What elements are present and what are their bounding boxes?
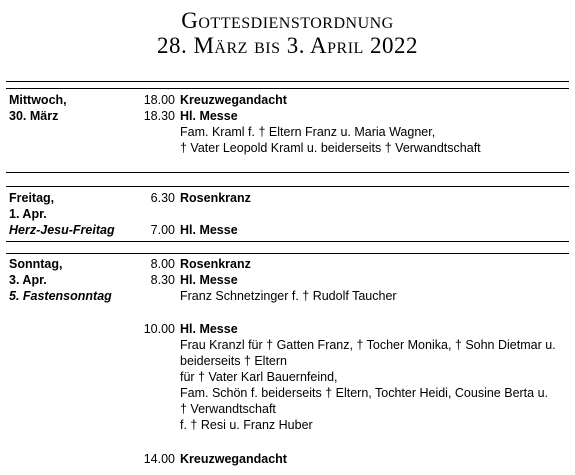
day-feast: 5. Fastensonntag: [9, 289, 112, 303]
page-title: Gottesdienstordnung: [181, 8, 394, 33]
day-block-friday: [9, 190, 115, 238]
mass-intention: Fam. Schön f. beiderseits † Eltern, Tochter Heidi, Cousine Berta u.: [180, 386, 549, 400]
day-name: Mittwoch,: [9, 93, 67, 107]
divider-wednesday-2: [6, 186, 569, 187]
day-feast: Herz-Jesu-Freitag: [9, 223, 115, 237]
service-name: Rosenkranz: [180, 257, 251, 271]
service-time: 6.30: [150, 191, 175, 205]
service-time: 7.00: [150, 223, 175, 237]
day-date: 3. Apr.: [9, 273, 47, 287]
service-name: Hl. Messe: [180, 322, 238, 336]
day-name: Freitag,: [9, 191, 55, 205]
service-time: 18.00: [143, 93, 175, 107]
day-name: Sonntag,: [9, 257, 63, 271]
service-time: 14.00: [143, 452, 175, 466]
day-date: 1. Apr.: [9, 207, 47, 221]
divider-friday-1: [6, 241, 569, 242]
divider-top-2: [6, 88, 569, 89]
mass-intention: f. † Resi u. Franz Huber: [180, 418, 313, 432]
day-date: 30. März: [9, 109, 59, 123]
service-time: 10.00: [143, 322, 175, 336]
service-name: Hl. Messe: [180, 273, 238, 287]
mass-intention: Fam. Kraml f. † Eltern Franz u. Maria Wagner,: [180, 125, 436, 139]
service-name: Rosenkranz: [180, 191, 251, 205]
service-time: 8.30: [150, 273, 175, 287]
service-time: 18.30: [143, 109, 175, 123]
page-subtitle: 28. März bis 3. April 2022: [156, 33, 419, 58]
service-name: Hl. Messe: [180, 223, 238, 237]
mass-intention: Frau Kranzl für † Gatten Franz, † Tocher Monika, † Sohn Dietmar u.: [180, 338, 556, 352]
service-time: 8.00: [150, 257, 175, 271]
divider-friday-2: [6, 253, 569, 254]
divider-wednesday-1: [6, 172, 569, 173]
mass-intention: † Vater Leopold Kraml u. beiderseits † Verwandtschaft: [180, 141, 481, 155]
mass-intention: für † Vater Karl Bauernfeind,: [180, 370, 338, 384]
mass-intention: beiderseits † Eltern: [180, 354, 288, 368]
mass-intention: Franz Schnetzinger f. † Rudolf Taucher: [180, 289, 397, 303]
day-block-sunday: [9, 256, 112, 304]
service-name: Kreuzwegandacht: [180, 93, 287, 107]
service-name: Hl. Messe: [180, 109, 238, 123]
mass-intention: † Verwandtschaft: [180, 402, 276, 416]
divider-top-1: [6, 81, 569, 82]
day-block-wednesday: [9, 92, 67, 124]
service-name: Kreuzwegandacht: [180, 452, 287, 466]
